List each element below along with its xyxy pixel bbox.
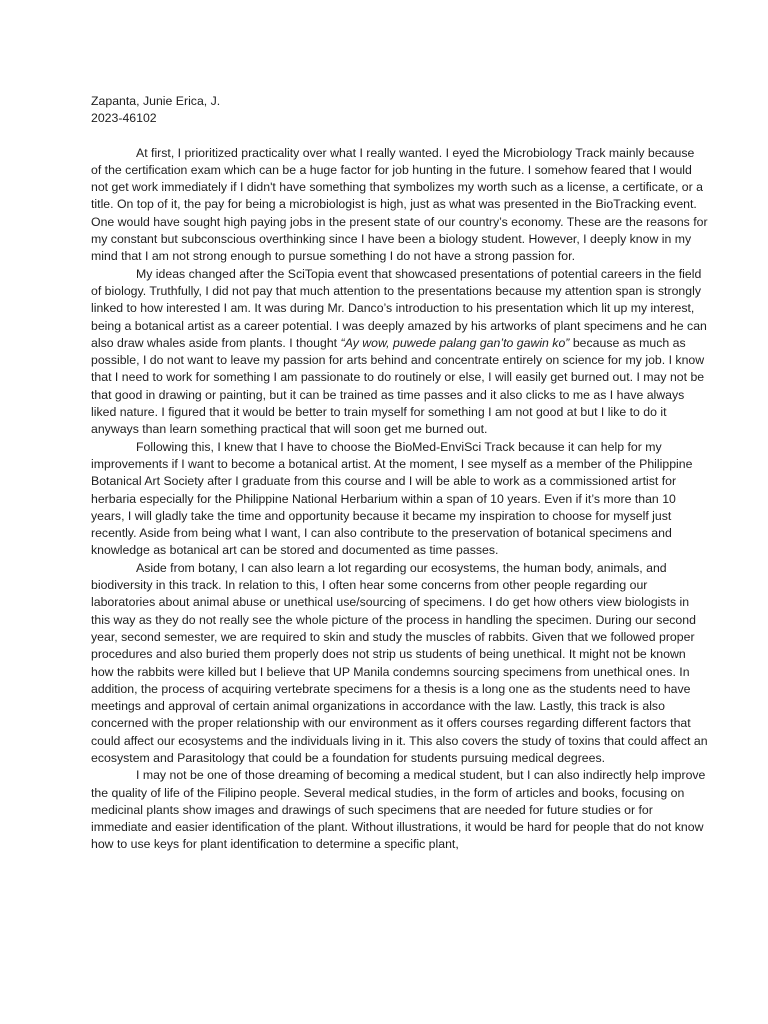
paragraph-3: Following this, I knew that I have to choose the BioMed-EnviSci Track because it can help for my improvements if I want to become a botanical artist. At the moment, I see myself as a member of the Philippine Botanical Art Society after I graduate from this course and I will be able to work as a commissioned artist for herbaria especially for the Philippine National Herbarium within a span of 10 years. Even if it’s more than 10 years, I will gladly take the time and opportunity because it became my inspiration to choose for myself just recently. Aside from being what I want, I can also contribute to the preservation of botanical specimens and knowledge as botanical art can be stored and documented as time passes. — [91, 439, 693, 558]
paragraph-5: I may not be one of those dreaming of becoming a medical student, but I can also indirectly help improve the quality of life of the Filipino people. Several medical studies, in the form of articles and books, focusing on medicinal plants show images and drawings of such specimens that are needed for future studies or for immediate and easier identification of the plant. Without illustrations, it would be hard for people that do not know how to use keys for plant identification to determine a specific plant, — [91, 768, 706, 852]
paragraph-2-part-2: because as much as possible, I do not want to leave my passion for arts behind and concentrate entirely on science for my job. I know that I need to work for something I am passionate to do routinely or else, I will easily get burned out. I may not be that good in drawing or painting, but it can be trained as time passes and it also clicks to me as I have always liked nature. I figured that it would be better to train myself for something I am not good at but I like to do it anyways than learn something practical that will soon get me burned out. — [91, 335, 705, 437]
paragraph-2-italic-quote: “Ay wow, puwede palang gan’to gawin ko” — [340, 335, 570, 350]
paragraph-1: At first, I prioritized practicality over what I really wanted. I eyed the Microbiology Track mainly because of the certification exam which can be a huge factor for job hunting in the future. I somehow feared that I would not get work immediately if I didn't have something that symbolizes my worth such as a license, a certificate, or a title. On top of it, the pay for being a microbiologist is high, just as what was presented in the BioTracking event. One would have sought high paying jobs in the present state of our country’s economy. These are the reasons for my constant but subconscious overthinking since I have been a biology student. However, I deeply know in my mind that I am not strong enough to pursue something I do not have a strong passion for. — [91, 145, 708, 264]
author-name: Zapanta, Junie Erica, J. — [91, 94, 221, 108]
paragraph-2 — [91, 266, 708, 439]
paragraph-4: Aside from botany, I can also learn a lot regarding our ecosystems, the human body, animals, and biodiversity in this track. In relation to this, I often hear some concerns from other people regarding our laboratories about animal abuse or unethical use/sourcing of specimens. I do get how others view biologists in this way as they do not really see the whole picture of the process in handling the specimen. During our second year, second semester, we are required to skin and study the muscles of rabbits. Given that we followed proper procedures and also buried them properly does not strip us students of being unethical. It might not be known how the rabbits were killed but I believe that UP Manila condemns sourcing specimens from unethical ones. In addition, the process of acquiring vertebrate specimens for a thesis is a long one as the students need to have meetings and approval of certain animal organizations in accordance with the law. Lastly, this track is also concerned with the proper relationship with our environment as it offers courses regarding different factors that could affect our ecosystems and the individuals living in it. This also covers the study of toxins that could affect an ecosystem and Parasitology that could be a foundation for students pursuing medical degrees. — [91, 560, 708, 765]
student-number: 2023-46102 — [91, 111, 157, 126]
paragraph-2-part-1: My ideas changed after the SciTopia event that showcased presentations of potential careers in the field of biology. Truthfully, I did not pay that much attention to the presentations because my attention span is strongly linked to how interested I am. It was during Mr. Danco’s introduction to his presentation which lit up my interest, being a botanical artist as a career potential. I was deeply amazed by his artworks of plant specimens and he can also draw whales aside from plants. I thought — [91, 266, 707, 350]
essay-body — [91, 145, 708, 854]
